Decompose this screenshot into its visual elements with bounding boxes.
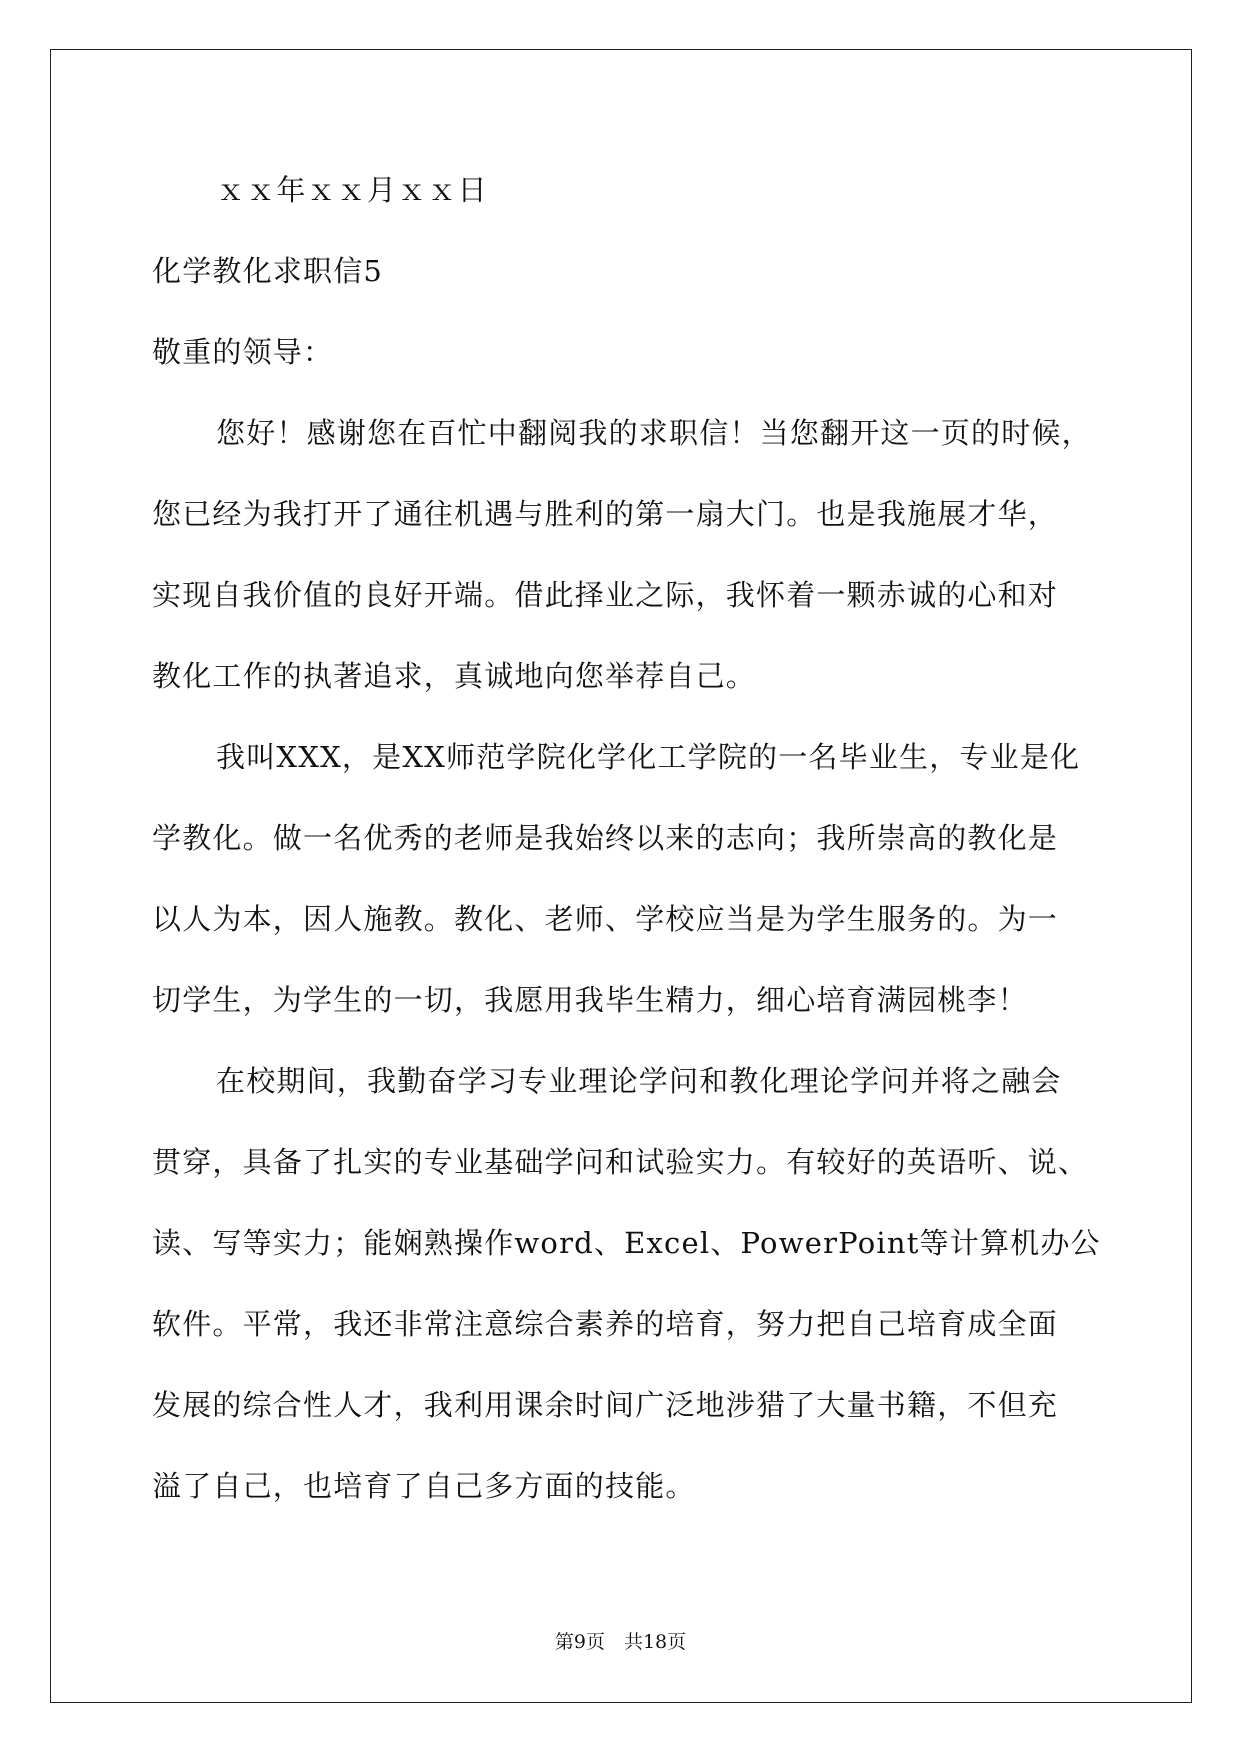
paragraph-line: 在校期间，我勤奋学习专业理论学问和教化理论学问并将之融会: [216, 1064, 1062, 1098]
paragraph-line: 您已经为我打开了通往机遇与胜利的第一扇大门。也是我施展才华，: [152, 497, 1059, 531]
paragraph-greeting: [152, 393, 1097, 717]
paragraph-line: 发展的综合性人才，我利用课余时间广泛地涉猎了大量书籍，不但充: [152, 1388, 1059, 1422]
paragraph-line: 学教化。做一名优秀的老师是我始终以来的志向；我所崇高的教化是: [152, 821, 1059, 855]
paragraph-line: 溢了自己，也培育了自己多方面的技能。: [152, 1469, 696, 1503]
document-body: [152, 150, 1101, 1527]
paragraph-introduction: [152, 717, 1097, 1041]
letter-title: 化学教化求职信5: [152, 254, 384, 288]
paragraph-line: 切学生，为学生的一切，我愿用我毕生精力，细心培育满园桃李！: [152, 983, 1028, 1017]
paragraph-line: 教化工作的执著追求，真诚地向您举荐自己。: [152, 659, 757, 693]
paragraph-study: [152, 1041, 1101, 1527]
page-footer: 第9页 共18页: [554, 1631, 687, 1653]
paragraph-line: 实现自我价值的良好开端。借此择业之际，我怀着一颗赤诚的心和对: [152, 578, 1059, 612]
paragraph-line: 贯穿，具备了扎实的专业基础学问和试验实力。有较好的英语听、说、: [152, 1145, 1089, 1179]
paragraph-line: 以人为本，因人施教。教化、老师、学校应当是为学生服务的。为一: [152, 902, 1059, 936]
date-line: ｘｘ年ｘｘ月ｘｘ日: [216, 173, 488, 207]
paragraph-line: 我叫XXX，是XX师范学院化学化工学院的一名毕业生，专业是化: [216, 740, 1081, 774]
paragraph-line: 您好！感谢您在百忙中翻阅我的求职信！当您翻开这一页的时候，: [216, 416, 1092, 450]
salutation: 敬重的领导：: [152, 335, 334, 369]
paragraph-line: 读、写等实力；能娴熟操作word、Excel、PowerPoint等计算机办公: [152, 1226, 1101, 1260]
paragraph-line: 软件。平常，我还非常注意综合素养的培育，努力把自己培育成全面: [152, 1307, 1059, 1341]
